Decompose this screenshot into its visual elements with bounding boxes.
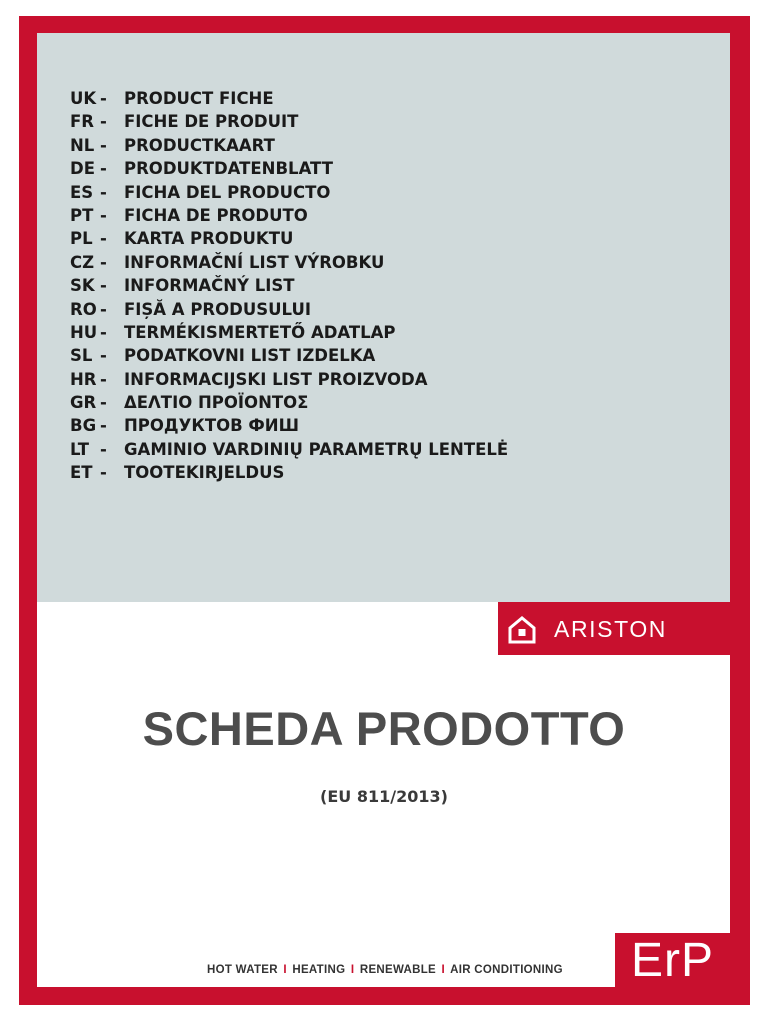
language-separator: - xyxy=(100,276,107,296)
language-code: GR xyxy=(70,393,97,413)
language-code: SK xyxy=(70,276,95,296)
language-row xyxy=(70,274,508,297)
language-row xyxy=(70,134,508,157)
language-row xyxy=(70,227,508,250)
language-row xyxy=(70,87,508,110)
language-title: INFORMAČNÝ LIST xyxy=(124,276,295,296)
language-separator: - xyxy=(100,182,107,202)
language-code: UK xyxy=(70,89,97,108)
language-separator: - xyxy=(100,135,107,155)
language-separator: - xyxy=(100,439,107,459)
tagline-divider: I xyxy=(283,964,287,976)
language-row xyxy=(70,298,508,321)
language-title: TOOTEKIRJELDUS xyxy=(124,463,285,483)
language-title: GAMINIO VARDINIŲ PARAMETRŲ LENTELĖ xyxy=(124,439,509,459)
language-separator: - xyxy=(100,112,107,132)
language-code: HU xyxy=(70,322,98,342)
language-title: INFORMAČNÍ LIST VÝROBKU xyxy=(124,252,385,272)
language-row xyxy=(70,391,508,414)
tagline-item-air-conditioning: AIR CONDITIONING xyxy=(450,964,563,976)
language-title: FIȘĂ A PRODUSULUI xyxy=(124,299,311,319)
language-separator: - xyxy=(100,229,107,249)
language-title: TERMÉKISMERTETŐ ADATLAP xyxy=(124,322,396,342)
language-separator: - xyxy=(100,463,107,483)
language-row xyxy=(70,414,508,437)
tagline-item-hot-water: HOT WATER xyxy=(207,964,278,976)
language-separator: - xyxy=(100,322,107,342)
language-title: FICHA DE PRODUTO xyxy=(124,205,308,225)
language-row xyxy=(70,321,508,344)
language-separator: - xyxy=(100,89,107,108)
language-row xyxy=(70,438,508,461)
language-separator: - xyxy=(100,205,107,225)
language-title: ΔΕΛΤΙΟ ΠΡΟΪΟΝΤΟΣ xyxy=(124,393,309,413)
language-separator: - xyxy=(100,252,107,272)
language-title: KARTA PRODUKTU xyxy=(124,229,294,249)
language-code: HR xyxy=(70,369,97,389)
language-title: PRODUKTDATENBLATT xyxy=(124,159,333,179)
language-row xyxy=(70,181,508,204)
language-code: LT xyxy=(70,439,90,459)
language-row xyxy=(70,204,508,227)
tagline-item-heating: HEATING xyxy=(292,964,346,976)
language-title: PRODUCTKAART xyxy=(124,135,275,155)
brand-name: ARISTON xyxy=(554,616,668,642)
tagline xyxy=(207,961,563,979)
page-title: SCHEDA PRODOTTO xyxy=(142,702,626,755)
language-title: PODATKOVNI LIST IZDELKA xyxy=(124,346,376,366)
language-separator: - xyxy=(100,346,107,366)
erp-badge: ErP xyxy=(615,933,730,987)
ariston-logo xyxy=(498,602,730,655)
language-separator: - xyxy=(100,393,107,413)
tagline-divider: I xyxy=(350,964,355,976)
language-separator: - xyxy=(100,416,107,436)
language-code: PT xyxy=(70,205,94,225)
language-title: INFORMACIJSKI LIST PROIZVODA xyxy=(124,369,428,389)
tagline-divider: I xyxy=(441,964,446,976)
language-row xyxy=(70,461,508,484)
language-row xyxy=(70,110,508,133)
language-code: ET xyxy=(70,463,93,483)
language-code: RO xyxy=(70,299,97,319)
regulation-reference: (EU 811/2013) xyxy=(320,787,448,806)
language-separator: - xyxy=(100,159,107,179)
language-title: PRODUCT FICHE xyxy=(124,89,274,108)
language-title: FICHA DEL PRODUCTO xyxy=(124,182,331,202)
language-separator: - xyxy=(100,369,107,389)
language-code: NL xyxy=(70,135,95,155)
language-list xyxy=(70,87,508,485)
language-code: CZ xyxy=(70,252,95,272)
language-title: ПРОДУКТОВ ФИШ xyxy=(124,416,299,436)
language-code: FR xyxy=(70,112,94,132)
language-code: BG xyxy=(70,416,97,436)
language-separator: - xyxy=(100,299,107,319)
language-title: FICHE DE PRODUIT xyxy=(124,112,299,132)
tagline-item-renewable: RENEWABLE xyxy=(359,964,437,976)
language-row xyxy=(70,344,508,367)
house-icon xyxy=(507,616,537,644)
language-row xyxy=(70,368,508,391)
language-code: PL xyxy=(70,229,93,249)
language-row xyxy=(70,251,508,274)
language-code: ES xyxy=(70,182,94,202)
language-code: SL xyxy=(70,346,93,366)
language-code: DE xyxy=(70,159,95,179)
language-row xyxy=(70,157,508,180)
